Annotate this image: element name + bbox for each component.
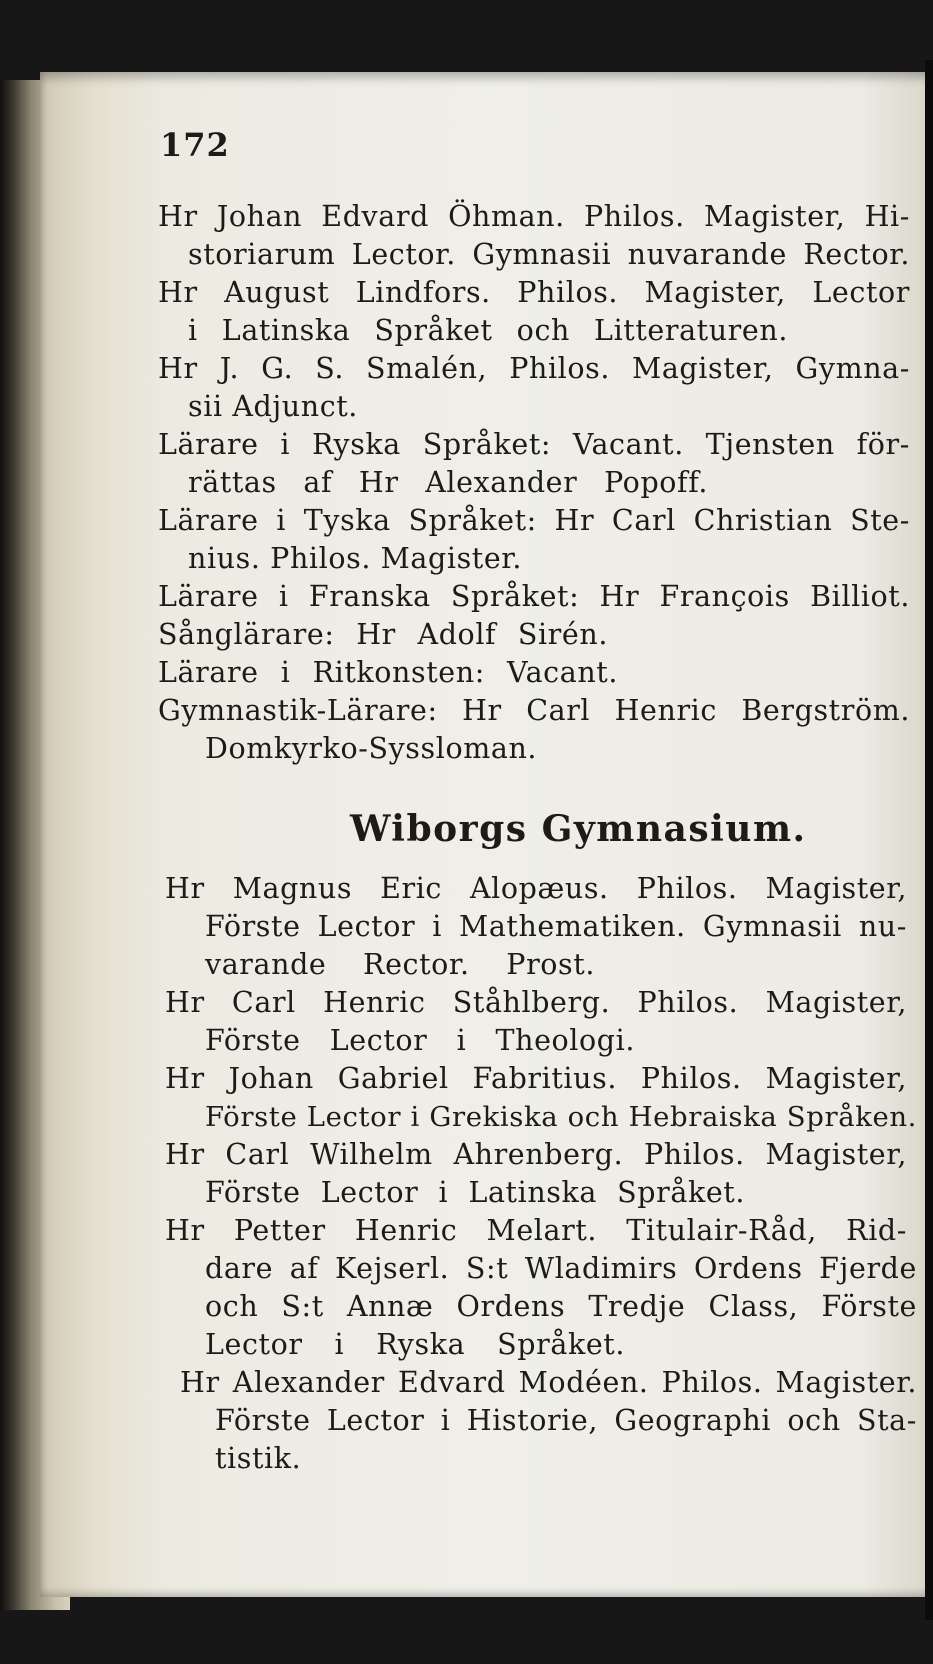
- text-line: dare af Kejserl. S:t Wladimirs Ordens Fjerde: [205, 1252, 917, 1285]
- text-line: och S:t Annæ Ordens Tredje Class, Förste: [205, 1290, 917, 1323]
- page-number: 172: [160, 126, 230, 164]
- text-line: storiarum Lector. Gymnasii nuvarande Rector.: [188, 238, 910, 271]
- page-edge-shadow: [925, 60, 933, 1620]
- text-line: Lärare i Tyska Språket: Hr Carl Christian Ste-: [158, 504, 910, 537]
- text-line: Hr Johan Edvard Öhman. Philos. Magister, Hi-: [158, 200, 910, 233]
- text-line: Sånglärare: Hr Adolf Sirén.: [158, 618, 608, 651]
- text-line: Lärare i Franska Språket: Hr François Billiot.: [158, 580, 910, 613]
- text-line: Hr J. G. S. Smalén, Philos. Magister, Gymna-: [158, 352, 910, 385]
- text-line: Domkyrko-Syssloman.: [205, 732, 538, 765]
- text-line: Förste Lector i Theologi.: [205, 1024, 635, 1057]
- text-line: Lector i Ryska Språket.: [205, 1328, 625, 1361]
- text-line: nius. Philos. Magister.: [188, 542, 523, 575]
- text-line: Hr Petter Henric Melart. Titulair-Råd, Rid-: [165, 1214, 907, 1247]
- text-line: Hr Carl Wilhelm Ahrenberg. Philos. Magister,: [165, 1138, 907, 1171]
- text-line: Hr Johan Gabriel Fabritius. Philos. Magister,: [165, 1062, 907, 1095]
- text-line: i Latinska Språket och Litteraturen.: [188, 314, 788, 347]
- text-line: Lärare i Ryska Språket: Vacant. Tjensten för-: [158, 428, 910, 461]
- text-line: Hr August Lindfors. Philos. Magister, Lector: [158, 276, 910, 309]
- text-line: Hr Carl Henric Ståhlberg. Philos. Magister,: [165, 986, 907, 1019]
- text-line: Förste Lector i Latinska Språket.: [205, 1176, 745, 1209]
- text-line: Lärare i Ritkonsten: Vacant.: [158, 656, 618, 689]
- text-line: Förste Lector i Historie, Geographi och Sta-: [215, 1404, 917, 1437]
- text-line: tistik.: [215, 1442, 302, 1475]
- text-line: Förste Lector i Mathematiken. Gymnasii nu-: [205, 910, 907, 943]
- text-line: varande Rector. Prost.: [205, 948, 595, 981]
- text-line: Hr Alexander Edvard Modéen. Philos. Magister.: [180, 1366, 917, 1399]
- text-line: Hr Magnus Eric Alopæus. Philos. Magister,: [165, 872, 907, 905]
- text-line: rättas af Hr Alexander Popoff.: [188, 466, 708, 499]
- text-line: Gymnastik-Lärare: Hr Carl Henric Bergström.: [158, 694, 910, 727]
- text-line: Förste Lector i Grekiska och Hebraiska Språken.: [205, 1101, 917, 1133]
- section-heading: Wiborgs Gymnasium.: [350, 808, 807, 850]
- text-line: sii Adjunct.: [188, 390, 358, 423]
